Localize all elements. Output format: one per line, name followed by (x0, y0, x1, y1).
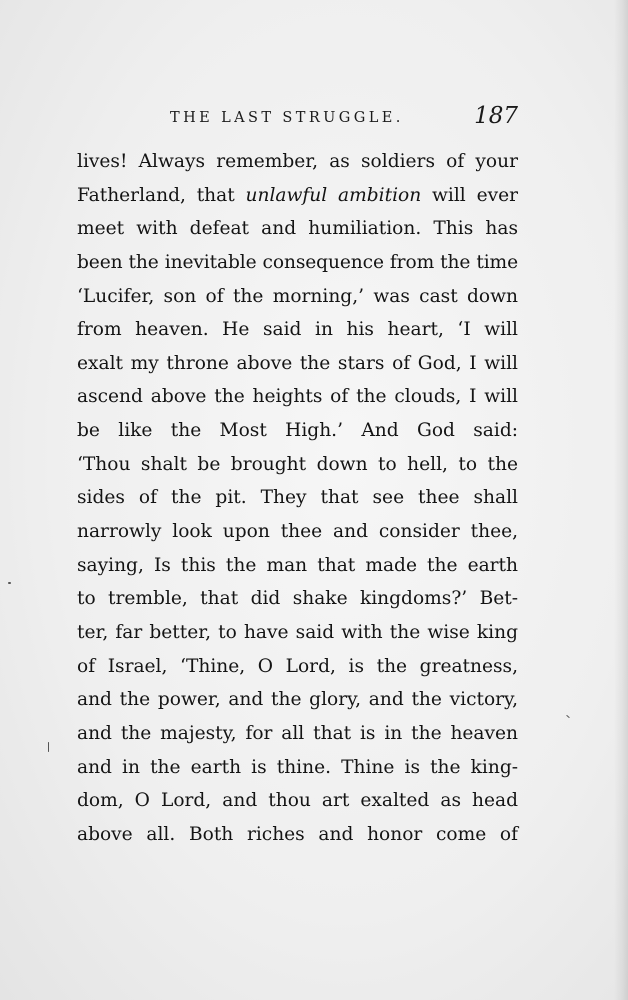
text-line: above all. Both riches and honor come of (77, 823, 518, 845)
text-line: to tremble, that did shake kingdoms?’ Bet- (77, 588, 518, 610)
text-line: ‘Thou shalt be brought down to hell, to the (77, 453, 518, 475)
text-line: dom, O Lord, and thou art exalted as head (77, 790, 518, 812)
text-line: be like the Most High.’ And God said: (77, 420, 518, 442)
text-line: and in the earth is thine. Thine is the king- (77, 756, 518, 778)
text-fragment: will ever (432, 184, 518, 206)
text-line: ter, far better, to have said with the wise king (77, 621, 518, 643)
text-line: and the power, and the glory, and the victory, (77, 689, 518, 711)
text-line: ascend above the heights of the clouds, I will (77, 386, 518, 408)
text-line: exalt my throne above the stars of God, I will (77, 352, 518, 374)
text-line: sides of the pit. They that see thee shall (77, 487, 518, 509)
paper-speck (8, 582, 11, 584)
text-line: ‘Lucifer, son of the morning,’ was cast down (77, 285, 518, 307)
text-line: meet with defeat and humiliation. This has (77, 218, 518, 240)
text-line (77, 179, 518, 213)
text-line: been the inevitable consequence from the time (77, 251, 518, 273)
text-line: narrowly look upon thee and consider thee, (77, 521, 518, 543)
page-edge-shadow (614, 0, 628, 1000)
text-line: lives! Always remember, as soldiers of your (77, 151, 518, 172)
paper-speck (48, 742, 49, 752)
body-text (77, 145, 518, 851)
page-number: 187 (474, 103, 518, 129)
text-fragment: Fatherland, that (77, 184, 235, 206)
italic-phrase: unlawful ambition (245, 184, 422, 206)
text-line: from heaven. He said in his heart, ‘I will (77, 319, 518, 341)
page-header (78, 103, 518, 135)
text-line: and the majesty, for all that is in the heaven (77, 722, 518, 744)
text-line: saying, Is this the man that made the earth (77, 554, 518, 576)
text-line: of Israel, ‘Thine, O Lord, is the greatness, (77, 655, 518, 677)
running-title: THE LAST STRUGGLE. (170, 110, 404, 126)
paper-speck (566, 715, 570, 718)
